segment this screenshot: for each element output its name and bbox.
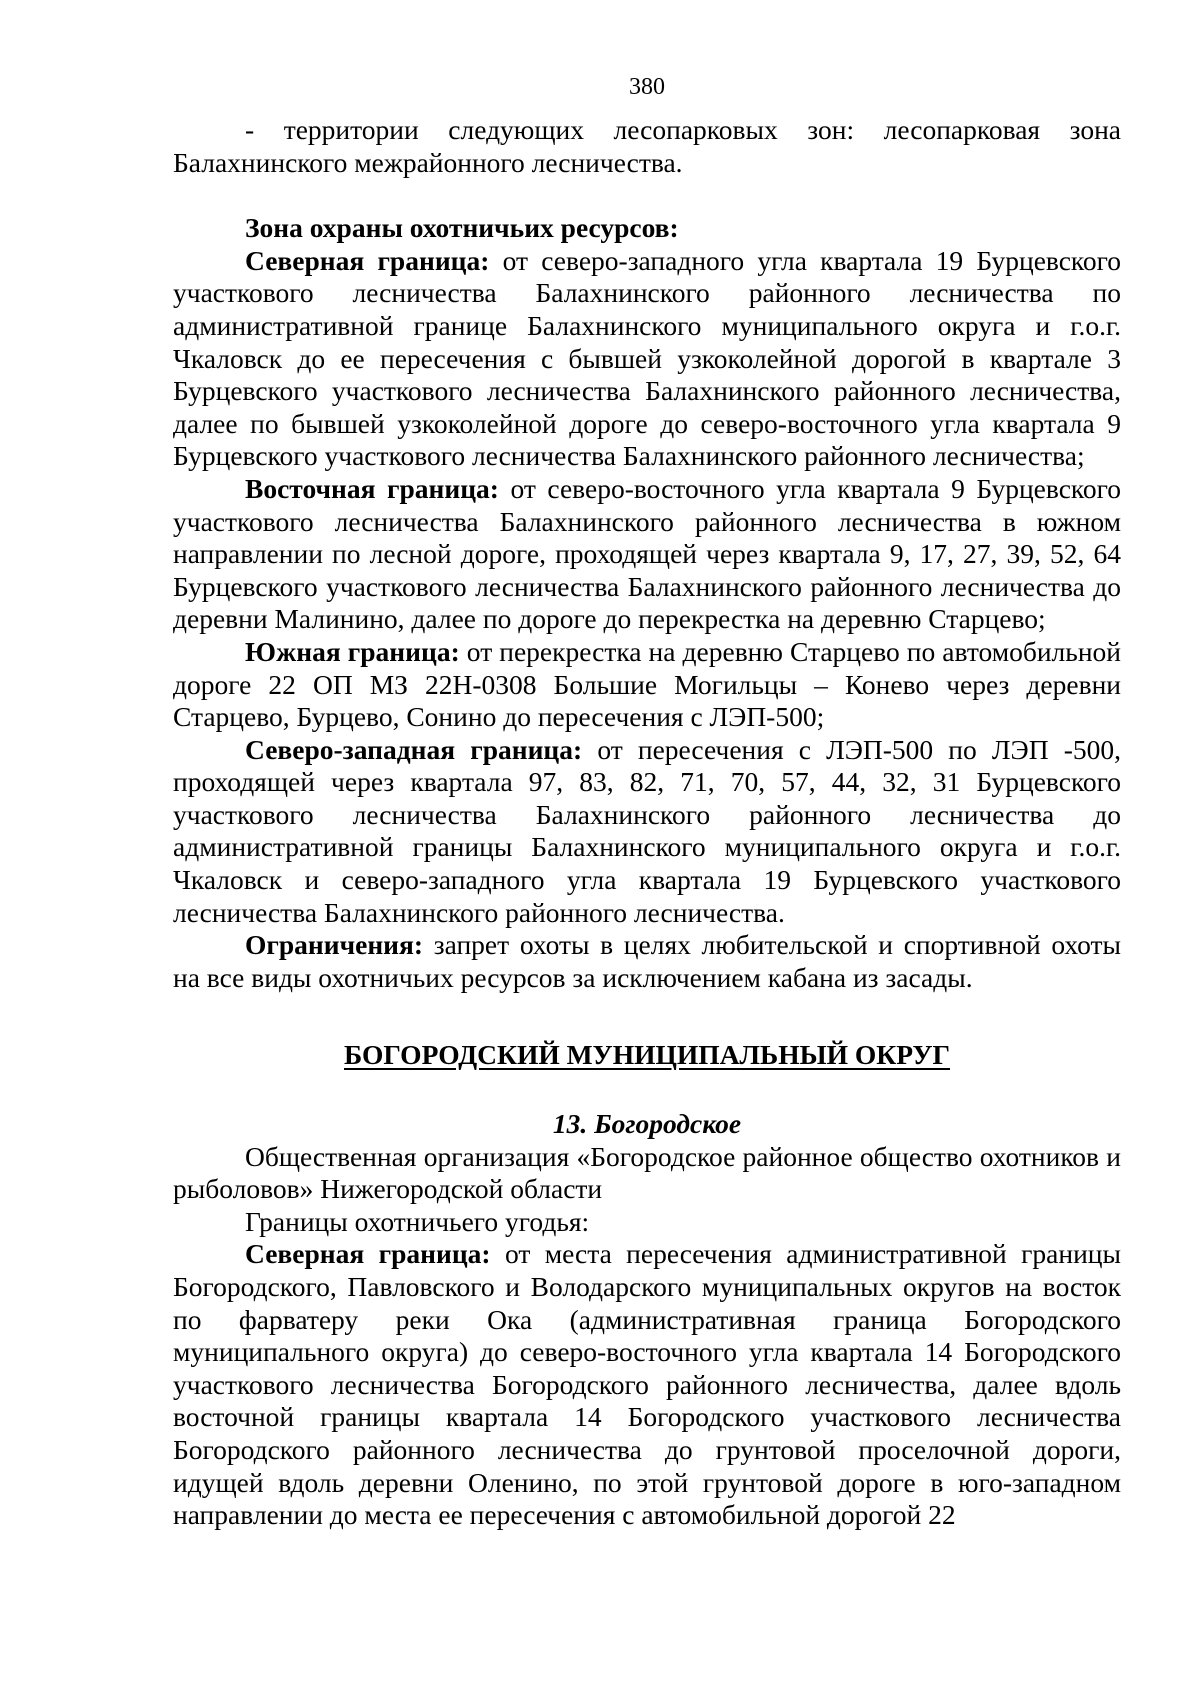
- north-border-text: от северо-западного угла квартала 19 Бурцевского участкового лесничества Балахнинского районного лесничества по административной границе Балахнинского муниципального округа и г.о.г. Чкаловск до ее пересечения с бывшей узкоколейной дорогой в квартале 3 Бурцевского участкового лесничества Балахнинского районного лесничества, далее по бывшей узкоколейной дороге до северо-восточного угла квартала 9 Бурцевского участкового лесничества Балахнинского районного лесничества;: [173, 244, 1121, 472]
- spacer: [173, 994, 1121, 1039]
- district-north-border-label: Северная граница:: [245, 1238, 491, 1270]
- northwest-border-paragraph: [173, 734, 1121, 930]
- northwest-border-text: от пересечения с ЛЭП-500 по ЛЭП -500, проходящей через квартала 97, 83, 82, 71, 70, 57, 44, 32, 31 Бурцевского участкового лесничества Балахнинского районного лесничества до административной границы Балахнинского муниципального округа и г.о.г. Чкаловск и северо-западного угла квартала 19 Бурцевского участкового лесничества Балахнинского районного лесничества.: [173, 733, 1121, 928]
- north-border-label: Северная граница:: [245, 244, 490, 276]
- spacer: [173, 1072, 1121, 1108]
- north-border-paragraph: [173, 245, 1121, 473]
- south-border-label: Южная граница:: [245, 635, 460, 667]
- document-body: [173, 114, 1121, 1532]
- east-border-paragraph: [173, 473, 1121, 636]
- district-north-border-paragraph: [173, 1238, 1121, 1531]
- page-number: 380: [629, 74, 665, 100]
- hunting-zone-heading: Зона охраны охотничьих ресурсов:: [245, 212, 679, 244]
- south-border-text: от перекрестка на деревню Старцево по автомобильной дороге 22 ОП МЗ 22Н-0308 Большие Могильцы – Конево через деревни Старцево, Бурцево, Сонино до пересечения с ЛЭП-500;: [173, 635, 1122, 733]
- northwest-border-label: Северо-западная граница:: [245, 733, 583, 765]
- district-title: БОГОРОДСКИЙ МУНИЦИПАЛЬНЫЙ ОКРУГ: [343, 1039, 951, 1071]
- intro-paragraph: - территории следующих лесопарковых зон: лесопарковая зона Балахнинского межрайонного лесничества.: [173, 114, 1121, 178]
- south-border-paragraph: [173, 636, 1121, 734]
- spacer: [173, 179, 1121, 212]
- east-border-label: Восточная граница:: [245, 472, 499, 504]
- restrictions-paragraph: [173, 929, 1121, 994]
- subsection-title: 13. Богородское: [552, 1108, 742, 1140]
- restrictions-label: Ограничения:: [245, 929, 424, 961]
- borders-intro-paragraph: Границы охотничьего угодья:: [245, 1205, 590, 1237]
- district-north-border-text: от места пересечения административной границы Богородского, Павловского и Володарского муниципальных округов на восток по фарватеру реки Ока (административная граница Богородского муниципального округа) до северо-восточного угла квартала 14 Богородского участкового лесничества Богородского районного лесничества, далее вдоль восточной границы квартала 14 Богородского участкового лесничества Богородского районного лесничества до грунтовой проселочной дороги, идущей вдоль деревни Оленино, по этой грунтовой дороге в юго-западном направлении до места ее пересечения с автомобильной дорогой 22: [173, 1238, 1121, 1531]
- east-border-text: от северо-восточного угла квартала 9 Бурцевского участкового лесничества Балахнинского районного лесничества в южном направлении по лесной дороге, проходящей через квартала 9, 17, 27, 39, 52, 64 Бурцевского участкового лесничества Балахнинского районного лесничества до деревни Малинино, далее по дороге до перекрестка на деревню Старцево;: [173, 472, 1121, 635]
- restrictions-text: запрет охоты в целях любительской и спортивной охоты на все виды охотничьих ресурсов за исключением кабана из засады.: [173, 929, 1121, 993]
- organization-paragraph: Общественная организация «Богородское районное общество охотников и рыболовов» Нижегородской области: [173, 1140, 1121, 1205]
